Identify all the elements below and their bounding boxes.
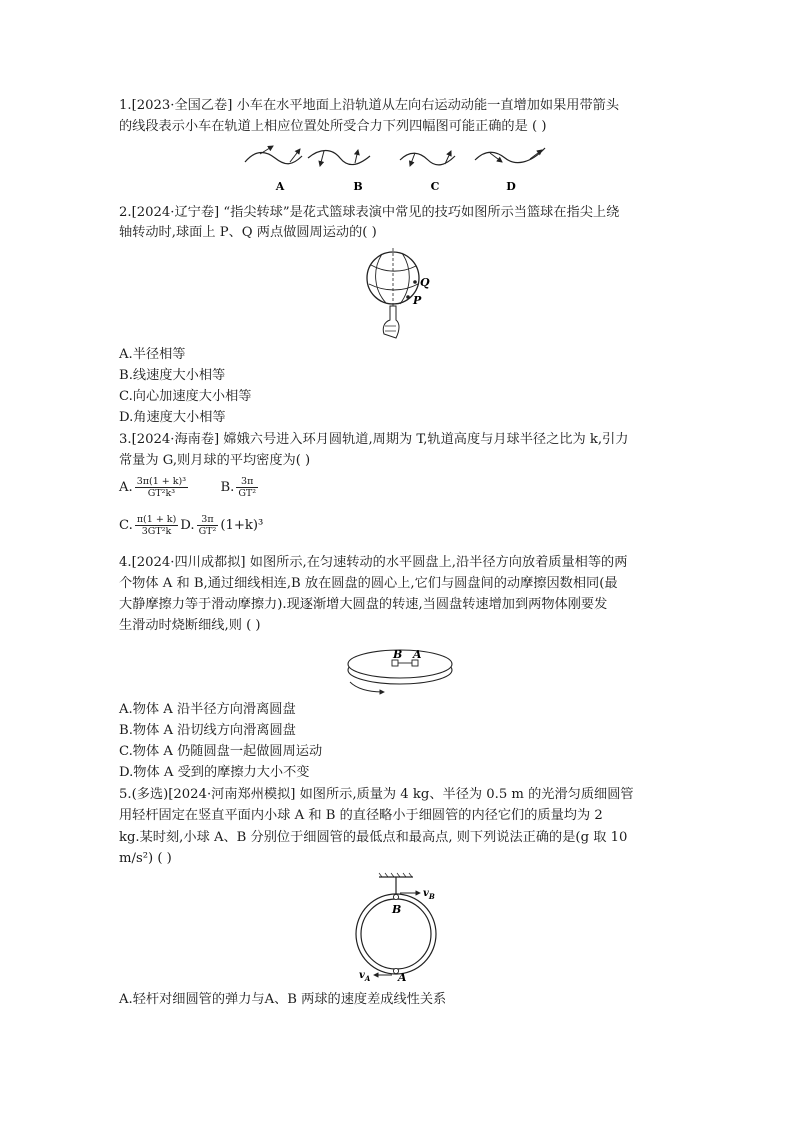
q2-option-d: D.角速度大小相等 — [119, 410, 226, 425]
q5-label-vb — [423, 888, 435, 901]
q1-label-d: D — [506, 180, 516, 193]
q4-line4: 生滑动时烧断细线,则 ( ) — [119, 618, 261, 633]
q5-figure-ring — [355, 872, 445, 982]
q1-label-c: C — [430, 180, 440, 193]
q4-line2: 个物体 A 和 B,通过细线相连,B 放在圆盘的圆心上,它们与圆盘间的动摩擦因数相同(最 — [119, 576, 618, 591]
q2-option-b: B.线速度大小相等 — [119, 368, 226, 383]
q2-line1: 2.[2024·辽宁卷] “指尖转球”是花式篮球表演中常见的技巧如图所示当篮球在指尖上绕 — [119, 205, 620, 220]
q4-figure-turntable — [340, 640, 460, 695]
q3-option-b-fraction — [236, 476, 258, 499]
point-p — [406, 295, 410, 299]
q3-option-a-num: 3π(1 + k)³ — [136, 476, 187, 487]
q3-line2: 常量为 G,则月球的平均密度为( ) — [119, 453, 311, 468]
q3-option-b-den: GT² — [238, 488, 257, 499]
rotation-arrow — [350, 682, 384, 692]
q5-line2: 用轻杆固定在竖直平面内小球 A 和 B 的直径略小于细圆管的内径它们的质量均为 2 — [119, 808, 603, 823]
q5-label-va — [359, 970, 371, 982]
q5-label-va-v: v — [359, 970, 365, 981]
q5-option-a: A.轻杆对细圆管的弹力与A、B 两球的速度差成线性关系 — [119, 992, 447, 1007]
force-arrow-d2 — [530, 150, 542, 159]
q3-option-d-num: 3π — [197, 514, 219, 526]
q4-label-a: A — [413, 648, 422, 661]
q2-option-c: C.向心加速度大小相等 — [119, 389, 252, 404]
q3-option-c-fraction — [135, 514, 178, 537]
finger-hand — [383, 306, 399, 338]
q5-line4: m/s²) ( ) — [119, 851, 172, 866]
force-arrow-c1 — [410, 153, 415, 166]
q2-figure-basketball — [360, 248, 440, 343]
q3-options-cd — [119, 514, 263, 537]
q4-option-d: D.物体 A 受到的摩擦力大小不变 — [119, 765, 310, 780]
q3-option-d-den: GT² — [198, 526, 217, 537]
q3-option-d-suffix: (1+k)³ — [220, 518, 264, 533]
q5-label-a: A — [398, 971, 407, 982]
track-b — [308, 151, 370, 165]
q1-figure-tracks — [240, 140, 555, 195]
q2-option-a: A.半径相等 — [119, 347, 186, 362]
q5-label-vb-sub: B — [428, 892, 435, 901]
q4-option-a: A.物体 A 沿半径方向滑离圆盘 — [119, 702, 296, 717]
q3-option-a-prefix: A. — [119, 480, 133, 495]
ball-b — [393, 894, 398, 899]
q4-line1: 4.[2024·四川成都拟] 如图所示,在匀速转动的水平圆盘上,沿半径方向放着质量相等的两 — [119, 555, 628, 570]
q4-option-b: B.物体 A 沿切线方向滑离圆盘 — [119, 723, 296, 738]
q3-option-a-den: GT²k³ — [147, 488, 176, 499]
q5-label-vb-v: v — [423, 888, 429, 899]
q3-option-d-prefix: D. — [180, 518, 195, 533]
q5-line3: kg.某时刻,小球 A、B 分别位于细圆管的最低点和最高点, 则下列说法正确的是(g 取 10 — [119, 830, 628, 845]
q3-line1: 3.[2024·海南卷] 嫦娥六号进入环月圆轨道,周期为 T,轨道高度与月球半径之比为 k,引力 — [119, 432, 629, 447]
q3-option-b-prefix: B. — [220, 480, 235, 495]
force-arrow-b1 — [320, 151, 324, 166]
q1-line2: 的线段表示小车在轨道上相应位置处所受合力下列四幅图可能正确的是 ( ) — [119, 119, 547, 134]
q5-label-b: B — [392, 903, 402, 916]
q3-option-a-fraction — [135, 476, 188, 499]
q1-label-b: B — [353, 180, 363, 193]
q4-label-b: B — [393, 648, 403, 661]
q2-label-p: P — [413, 294, 422, 307]
point-q — [413, 280, 417, 284]
q5-label-va-sub: A — [364, 974, 371, 982]
q5-line1: 5.(多选)[2024·河南郑州模拟] 如图所示,质量为 4 kg、半径为 0.5 m 的光滑匀质细圆管 — [119, 787, 634, 802]
q3-option-c-num: π(1 + k) — [136, 514, 177, 525]
force-arrow-b2 — [355, 150, 358, 163]
q3-option-c-prefix: C. — [119, 518, 133, 533]
q2-label-q: Q — [420, 276, 430, 289]
force-arrow-a2 — [290, 149, 300, 162]
q3-option-d-fraction — [197, 514, 219, 537]
q4-option-c: C.物体 A 仍随圆盘一起做圆周运动 — [119, 744, 323, 759]
q2-line2: 轴转动时,球面上 P、Q 两点做圆周运动的( ) — [119, 225, 377, 240]
q1-label-a: A — [275, 180, 285, 193]
q3-option-b-num: 3π — [236, 476, 258, 488]
q1-line1: 1.[2023·全国乙卷] 小车在水平地面上沿轨道从左向右运动动能一直增加如果用带箭头 — [119, 98, 620, 113]
q3-options-ab — [119, 476, 260, 499]
q4-line3: 大静摩擦力等于滑动摩擦力).现逐渐增大圆盘的转速,当圆盘转速增加到两物体刚要发 — [119, 597, 608, 612]
q3-option-c-den: 3GT²k — [141, 526, 172, 537]
